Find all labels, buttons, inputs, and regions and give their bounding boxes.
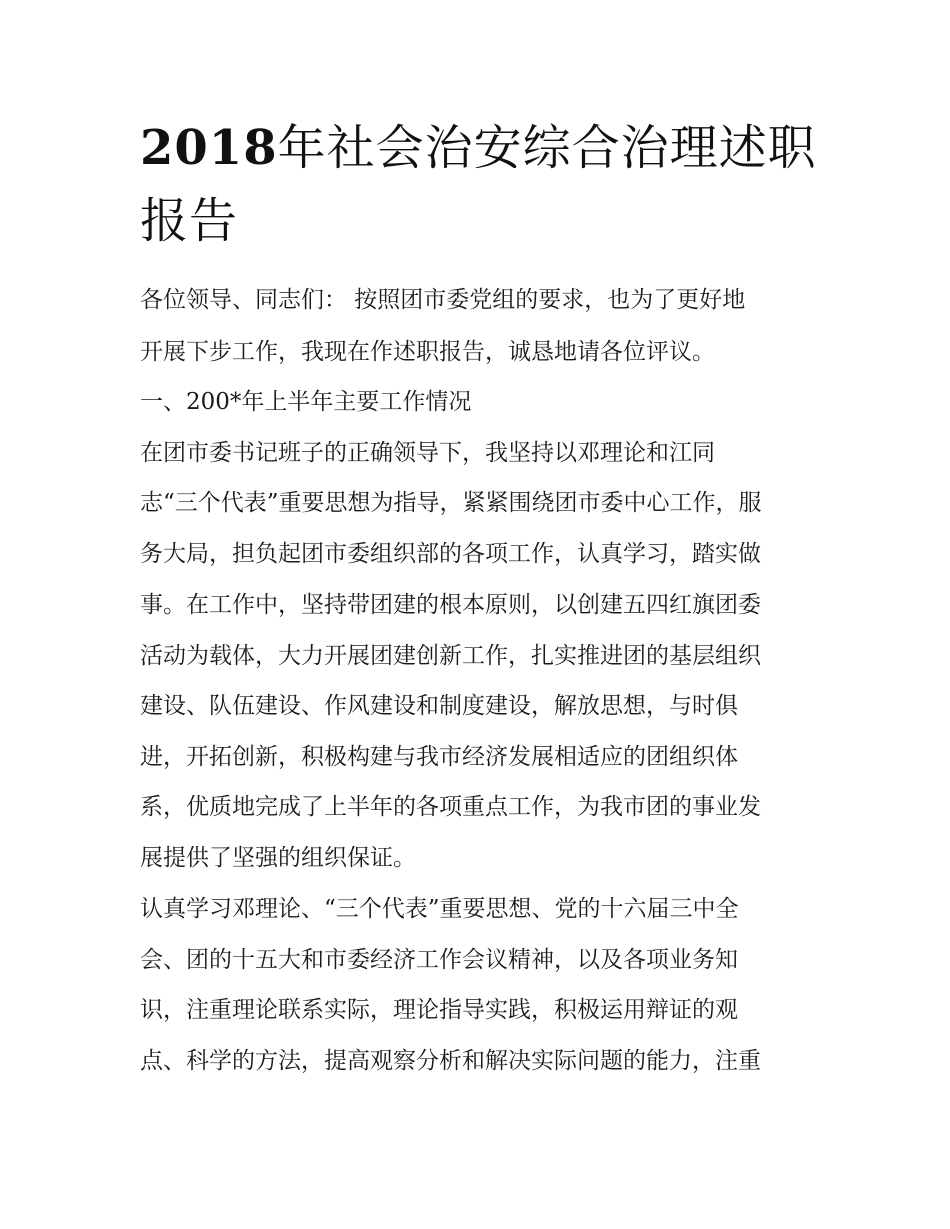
body-line: 会、团的十五大和市委经济工作会议精神，以及各项业务知 — [140, 947, 738, 973]
body-line: 在团市委书记班子的正确领导下，我坚持以邓理论和江同 — [140, 440, 715, 466]
body-line: 开展下步工作，我现在作述职报告，诚恳地请各位评议。 — [140, 339, 715, 365]
body-line: 建设、队伍建设、作风建设和制度建设，解放思想，与时俱 — [140, 693, 738, 719]
body-line: 各位领导、同志们： 按照团市委党组的要求，也为了更好地 — [140, 287, 746, 313]
body-line: 活动为载体，大力开展团建创新工作，扎实推进团的基层组织 — [140, 643, 761, 669]
body-line: 志“三个代表”重要思想为指导，紧紧围绕团市委中心工作，服 — [140, 490, 762, 516]
body-line: 认真学习邓理论、“三个代表”重要思想、党的十六届三中全 — [140, 896, 739, 922]
section-heading: 一、200*年上半年主要工作情况 — [140, 389, 472, 415]
body-line: 务大局，担负起团市委组织部的各项工作，认真学习，踏实做 — [140, 541, 761, 567]
body-line: 识，注重理论联系实际，理论指导实践，积极运用辩证的观 — [140, 997, 738, 1023]
title-text-line2: 报告 — [140, 193, 239, 249]
title-year: 2018 — [140, 120, 278, 176]
body-line: 点、科学的方法，提高观察分析和解决实际问题的能力，注重 — [140, 1048, 761, 1074]
document-title — [140, 112, 820, 258]
title-text-line1: 年社会治安综合治理述职 — [277, 120, 817, 176]
body-line: 系，优质地完成了上半年的各项重点工作，为我市团的事业发 — [140, 794, 761, 820]
body-line: 事。在工作中，坚持带团建的根本原则，以创建五四红旗团委 — [140, 592, 761, 618]
body-line: 展提供了坚强的组织保证。 — [140, 845, 416, 871]
body-line: 进，开拓创新，积极构建与我市经济发展相适应的团组织体 — [140, 744, 738, 770]
